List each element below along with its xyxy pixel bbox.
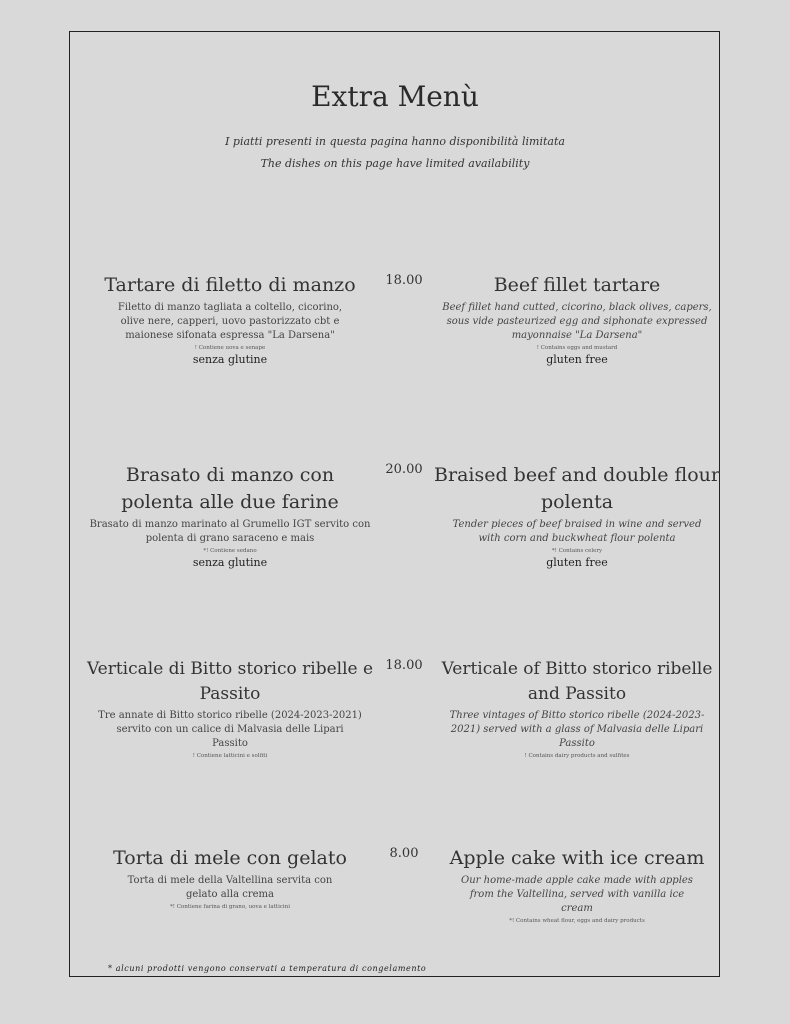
dish-italian <box>80 845 380 911</box>
dish-price: 18.00 <box>385 658 423 673</box>
dish-description: Three vintages of Bitto storico ribelle (2024-2023-2021) served with a glass of Malvasia delle Lipari Passito <box>449 710 705 749</box>
allergen-note: ! Contains eggs and mustard <box>536 345 618 351</box>
subtitle-english: The dishes on this page have limited availability <box>260 157 530 170</box>
dish-name: Apple cake with ice cream <box>449 847 705 869</box>
dish-name: Verticale of Bitto storico ribelle and Passito <box>441 659 713 704</box>
dish-italian <box>80 462 380 570</box>
dish-description: Our home-made apple cake made with apples from the Valtellina, served with vanilla ice cream <box>461 875 693 914</box>
dish-name: Brasato di manzo con polenta alle due farine <box>121 464 339 513</box>
dish-name: Beef fillet tartare <box>493 274 661 296</box>
dish-english <box>432 272 722 367</box>
dish-italian <box>80 272 380 367</box>
dish-name: Torta di mele con gelato <box>113 847 347 869</box>
allergen-note: *! Contiene sedano <box>203 548 257 554</box>
allergen-note: ! Contiene uova e senape <box>194 345 266 351</box>
dish-description: Brasato di manzo marinato al Grumello IGT servito con polenta di grano saraceno e mais <box>89 519 371 544</box>
dish-english <box>432 657 722 760</box>
allergen-note: ! Contiene latticini e solfiti <box>192 753 268 759</box>
dish-italian <box>80 657 380 760</box>
menu-title: Extra Menù <box>311 80 479 113</box>
dish-price: 18.00 <box>385 273 423 288</box>
gluten-free-label: senza glutine <box>192 353 268 366</box>
dish-description: Tre annate di Bitto storico ribelle (2024-2023-2021) servito con un calice di Malvasia delle Lipari Passito <box>98 710 362 749</box>
gluten-free-label: gluten free <box>546 353 608 366</box>
dish-name: Braised beef and double flour polenta <box>434 464 720 513</box>
dish-name: Tartare di filetto di manzo <box>104 274 356 296</box>
dish-english <box>432 845 722 925</box>
allergen-note: ! Contains dairy products and sulfites <box>524 753 630 759</box>
dish-description: Torta di mele della Valtellina servita con gelato alla crema <box>127 875 333 900</box>
dish-price: 8.00 <box>389 846 419 861</box>
allergen-note: *! Contains wheat flour, eggs and dairy products <box>509 918 645 924</box>
dish-name: Verticale di Bitto storico ribelle e Passito <box>86 659 374 704</box>
gluten-free-label: gluten free <box>546 556 608 569</box>
dish-price: 20.00 <box>385 462 423 477</box>
gluten-free-label: senza glutine <box>192 556 268 569</box>
dish-description: Beef fillet hand cutted, cicorino, black olives, capers, sous vide pasteurized egg and siphonate expressed mayonnaise "La Darsena" <box>442 302 712 341</box>
freezing-footnote: * alcuni prodotti vengono conservati a temperatura di congelamento <box>108 964 427 973</box>
allergen-note: *! Contiene farina di grano, uova e latticini <box>170 904 290 910</box>
subtitle-italian: I piatti presenti in questa pagina hanno disponibilità limitata <box>225 135 565 148</box>
dish-description: Tender pieces of beef braised in wine and served with corn and buckwheat flour polenta <box>452 519 702 544</box>
dish-english <box>432 462 722 570</box>
dish-description: Filetto di manzo tagliata a coltello, cicorino, olive nere, capperi, uovo pastorizzato cbt e maionese sifonata espressa "La Darsena" <box>117 302 343 341</box>
allergen-note: *! Contains celery <box>551 548 603 554</box>
